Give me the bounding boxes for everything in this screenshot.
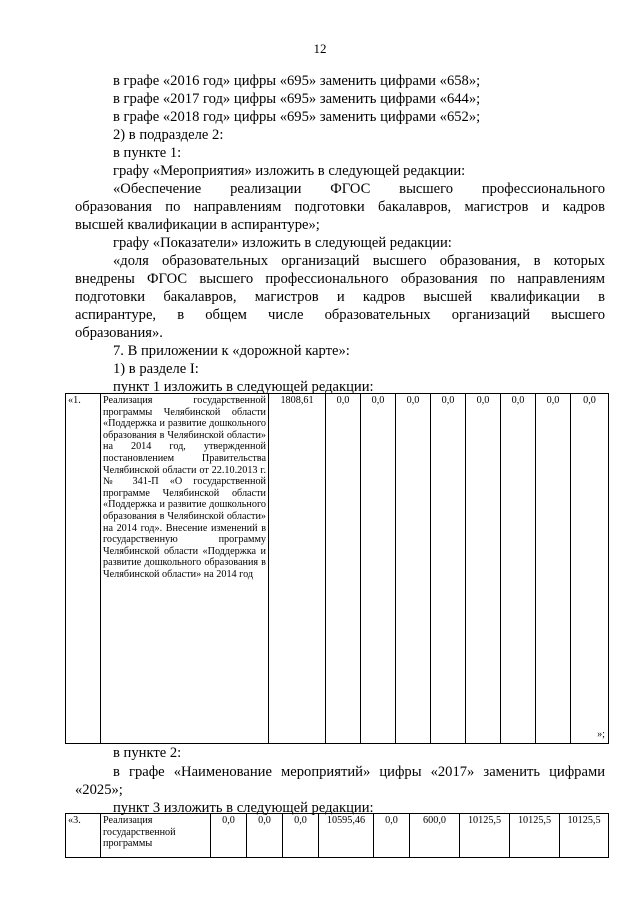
text-line: 7. В приложении к «дорожной карте»:: [113, 343, 350, 359]
value-cell: 10125,5: [560, 814, 609, 858]
text-line: в графе «2017 год» цифры «695» заменить цифрами «644»;: [113, 91, 481, 107]
paragraph-line: высшей квалификации в аспирантуре»;: [75, 217, 320, 233]
text-line: 2) в подразделе 2:: [113, 127, 224, 143]
text-line: графу «Мероприятия» изложить в следующей редакции:: [113, 163, 466, 179]
value-cell: 0,0: [466, 394, 501, 744]
row-number: «1.: [66, 394, 101, 744]
table-point-3: [65, 813, 609, 858]
text-line: в графе «2018 год» цифры «695» заменить цифрами «652»;: [113, 109, 481, 125]
value-cell: 0,0: [211, 814, 247, 858]
value-cell: 0,0: [361, 394, 396, 744]
text-line: 1) в разделе I:: [113, 361, 199, 377]
table-point-1: [65, 393, 609, 744]
value-cell: 600,0: [410, 814, 460, 858]
table-row: [66, 814, 609, 858]
value-cell: 10595,46: [319, 814, 374, 858]
closing-mark: »;: [597, 729, 605, 741]
value-cell: 0,0: [501, 394, 536, 744]
value-cell: 0,0: [396, 394, 431, 744]
paragraph-line: «доля образовательных организаций высшего образования, в которых: [113, 253, 605, 269]
paragraph-line: «2025»;: [75, 782, 123, 798]
value-cell-last: [571, 394, 609, 744]
measure-name: Реализация государственной программы Челябинской области «Поддержка и развитие дошкольного образования в Челябинской области» на 2014 год, утвержденной постановлением Правительства Челябинской области от 22.10.2013 г. № 341-П «О государственной программе Челябинской области «Поддержка и развитие дошкольного образования в Челябинской области» на 2014 год». Внесение изменений в государственную программу Челябинской области «Поддержка и развитие дошкольного образования в Челябинской области» на 2014 год: [101, 394, 269, 744]
value-cell: 0,0: [536, 394, 571, 744]
value-cell: 0,0: [583, 395, 596, 406]
paragraph-line: внедрены ФГОС высшего профессионального образования по направлениям: [75, 271, 605, 287]
text-line: графу «Показатели» изложить в следующей редакции:: [113, 235, 452, 251]
measure-name: Реализация государственной программы: [101, 814, 211, 858]
value-cell: 0,0: [326, 394, 361, 744]
value-cell: 0,0: [247, 814, 283, 858]
text-line: в пункте 2:: [113, 745, 182, 761]
paragraph-line: образования».: [75, 325, 163, 341]
table-row: [66, 394, 609, 744]
value-cell: 0,0: [431, 394, 466, 744]
text-line: пункт 1 изложить в следующей редакции:: [113, 379, 374, 395]
paragraph-line: «Обеспечение реализации ФГОС высшего профессионального: [113, 181, 605, 197]
value-cell: 1808,61: [269, 394, 326, 744]
text-line: в пункте 1:: [113, 145, 182, 161]
value-cell: 10125,5: [510, 814, 560, 858]
paragraph-line: в графе «Наименование мероприятий» цифры «2017» заменить цифрами: [113, 764, 605, 780]
paragraph-line: подготовки бакалавров, магистров и кадров высшей квалификации в: [75, 289, 605, 305]
text-line: пункт 3 изложить в следующей редакции:: [113, 800, 374, 816]
paragraph-line: аспирантуре, в общем числе образовательных организаций высшего: [75, 307, 605, 323]
value-cell: 10125,5: [460, 814, 510, 858]
value-cell: 0,0: [283, 814, 319, 858]
text-line: в графе «2016 год» цифры «695» заменить цифрами «658»;: [113, 73, 481, 89]
value-cell: 0,0: [374, 814, 410, 858]
page-number: 12: [313, 41, 327, 56]
paragraph-line: образования по направлениям подготовки бакалавров, магистров и кадров: [75, 199, 605, 215]
row-number: «3.: [66, 814, 101, 858]
